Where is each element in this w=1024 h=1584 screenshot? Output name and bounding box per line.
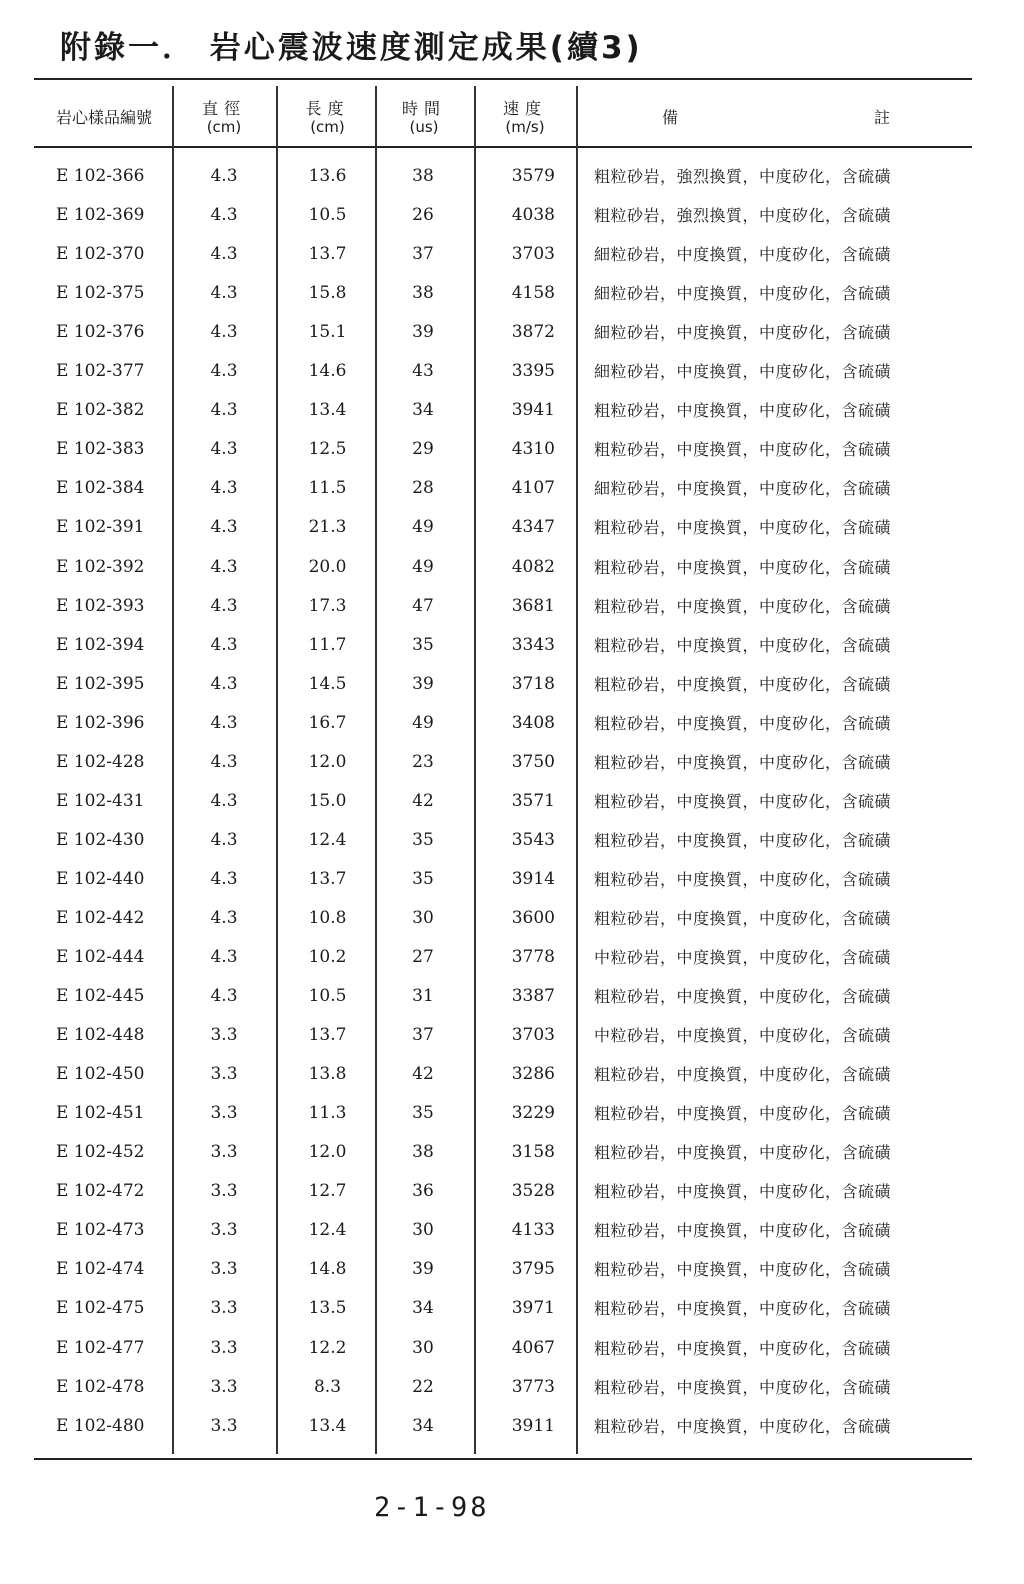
cell-time: 35 (412, 1103, 434, 1124)
header-diameter-label: 直徑 (201, 99, 246, 118)
table-row (0, 587, 1024, 626)
cell-diameter: 4.3 (210, 595, 238, 616)
cell-length: 13.4 (308, 1415, 347, 1436)
table-bottom-rule (34, 1458, 972, 1460)
table-row (0, 1368, 1024, 1407)
cell-remark: 粗粒砂岩，中度換質，中度矽化，含硫磺 (594, 557, 892, 577)
cell-length: 15.1 (308, 322, 347, 343)
cell-velocity: 3773 (511, 1376, 555, 1397)
cell-length: 13.6 (308, 166, 347, 186)
table-row (0, 938, 1024, 977)
cell-length: 13.4 (308, 400, 347, 421)
cell-remark: 粗粒砂岩，中度換質，中度矽化，含硫磺 (594, 791, 892, 811)
cell-length: 12.2 (308, 1337, 347, 1358)
cell-time: 38 (412, 166, 434, 186)
cell-remark: 粗粒砂岩，中度換質，中度矽化，含硫磺 (594, 1260, 892, 1280)
cell-length: 12.7 (308, 1181, 347, 1202)
cell-diameter: 3.3 (210, 1142, 238, 1163)
cell-time: 42 (412, 790, 434, 811)
cell-sample-id: E 102-377 (56, 361, 145, 382)
table-row (0, 899, 1024, 938)
cell-length: 8.3 (313, 1376, 342, 1397)
cell-sample-id: E 102-472 (56, 1181, 145, 1202)
cell-diameter: 4.3 (210, 361, 238, 382)
cell-remark: 粗粒砂岩，中度換質，中度矽化，含硫磺 (594, 987, 892, 1006)
cell-length: 12.0 (308, 1142, 347, 1163)
cell-velocity: 3911 (511, 1415, 555, 1436)
cell-length: 13.8 (308, 1064, 347, 1085)
cell-velocity: 4082 (511, 556, 555, 577)
table-top-rule (34, 78, 972, 80)
cell-diameter: 3.3 (210, 1220, 238, 1241)
header-length (280, 92, 375, 144)
cell-length: 12.5 (308, 439, 347, 460)
cell-time: 39 (412, 1259, 434, 1280)
cell-remark: 粗粒砂岩，中度換質，中度矽化，含硫磺 (594, 830, 892, 850)
cell-length: 11.3 (308, 1103, 347, 1124)
cell-velocity: 3286 (511, 1064, 555, 1085)
cell-remark: 粗粒砂岩，中度換質，中度矽化，含硫磺 (594, 1104, 892, 1124)
cell-velocity: 3571 (511, 790, 555, 811)
cell-sample-id: E 102-442 (56, 907, 145, 928)
table-row (0, 196, 1024, 235)
cell-diameter: 4.3 (210, 400, 238, 421)
cell-time: 30 (412, 907, 434, 928)
cell-diameter: 4.3 (210, 205, 238, 226)
cell-diameter: 4.3 (210, 517, 238, 538)
cell-sample-id: E 102-450 (56, 1064, 145, 1085)
cell-sample-id: E 102-474 (56, 1259, 145, 1280)
cell-velocity: 3528 (511, 1181, 555, 1202)
cell-velocity: 3229 (511, 1103, 555, 1124)
cell-velocity: 3408 (511, 712, 555, 733)
table-row (0, 313, 1024, 352)
cell-velocity: 3872 (511, 322, 555, 343)
cell-time: 30 (412, 1220, 434, 1241)
cell-velocity: 4158 (511, 283, 555, 304)
cell-sample-id: E 102-369 (56, 205, 145, 226)
header-velocity (476, 92, 574, 144)
cell-velocity: 3750 (511, 751, 555, 772)
cell-remark: 粗粒砂岩，中度換質，中度矽化，含硫磺 (594, 1338, 892, 1358)
cell-length: 21.3 (308, 517, 347, 538)
cell-length: 10.5 (308, 986, 347, 1006)
cell-sample-id: E 102-480 (56, 1415, 145, 1436)
cell-time: 35 (412, 868, 434, 889)
table-row (0, 704, 1024, 743)
cell-remark: 中粒砂岩，中度換質，中度矽化，含硫磺 (594, 1026, 892, 1046)
cell-diameter: 4.3 (210, 751, 238, 772)
cell-sample-id: E 102-383 (56, 439, 145, 460)
cell-diameter: 4.3 (210, 634, 238, 655)
header-velocity-unit: (m/s) (505, 118, 545, 136)
cell-sample-id: E 102-391 (56, 517, 145, 538)
cell-velocity: 3941 (511, 400, 555, 421)
cell-diameter: 3.3 (210, 1181, 238, 1202)
table-row (0, 1250, 1024, 1289)
cell-time: 22 (412, 1376, 434, 1397)
table-row (0, 430, 1024, 469)
cell-remark: 細粒砂岩，中度換質，中度矽化，含硫磺 (594, 284, 892, 304)
cell-diameter: 4.3 (210, 283, 238, 304)
header-length-label: 長度 (305, 99, 350, 118)
cell-sample-id: E 102-477 (56, 1337, 145, 1358)
cell-time: 28 (412, 478, 434, 499)
cell-remark: 粗粒砂岩，中度換質，中度矽化，含硫磺 (594, 713, 892, 733)
cell-diameter: 4.3 (210, 673, 238, 694)
cell-velocity: 3395 (511, 361, 555, 382)
cell-time: 30 (412, 1337, 434, 1358)
header-remark-left-label: 備 (661, 108, 678, 127)
cell-sample-id: E 102-440 (56, 868, 145, 889)
cell-time: 49 (412, 712, 434, 733)
header-time-unit: (us) (409, 118, 439, 136)
cell-sample-id: E 102-452 (56, 1142, 145, 1163)
cell-time: 34 (412, 1298, 434, 1319)
cell-remark: 細粒砂岩，中度換質，中度矽化，含硫磺 (594, 362, 892, 382)
cell-sample-id: E 102-478 (56, 1376, 145, 1397)
cell-length: 11.7 (308, 634, 347, 655)
table-row (0, 391, 1024, 430)
cell-length: 10.5 (308, 205, 347, 226)
cell-length: 14.5 (308, 673, 347, 694)
cell-time: 34 (412, 400, 434, 421)
table-row (0, 782, 1024, 821)
cell-remark: 粗粒砂岩，中度換質，中度矽化，含硫磺 (594, 440, 892, 460)
cell-length: 10.2 (308, 947, 347, 967)
cell-remark: 粗粒砂岩，中度換質，中度矽化，含硫磺 (594, 1299, 892, 1319)
cell-sample-id: E 102-375 (56, 283, 145, 304)
table-row (0, 235, 1024, 274)
cell-time: 43 (412, 361, 434, 382)
table-row (0, 1094, 1024, 1133)
cell-diameter: 3.3 (210, 1337, 238, 1358)
cell-sample-id: E 102-392 (56, 556, 145, 577)
cell-remark: 細粒砂岩，中度換質，中度矽化，含硫磺 (594, 245, 892, 265)
cell-velocity: 4133 (511, 1220, 555, 1241)
table-row (0, 548, 1024, 587)
cell-diameter: 4.3 (210, 166, 238, 186)
cell-time: 34 (412, 1415, 434, 1436)
cell-length: 16.7 (308, 712, 347, 733)
cell-time: 47 (412, 595, 434, 616)
cell-time: 37 (412, 1025, 434, 1046)
header-time (376, 92, 472, 144)
cell-time: 49 (412, 556, 434, 577)
cell-velocity: 3543 (511, 829, 555, 850)
cell-remark: 粗粒砂岩，中度換質，中度矽化，含硫磺 (594, 1065, 892, 1085)
table-row (0, 1133, 1024, 1172)
table-row (0, 1407, 1024, 1446)
cell-diameter: 3.3 (210, 1025, 238, 1046)
cell-remark: 粗粒砂岩，強烈換質，中度矽化，含硫磺 (594, 206, 892, 226)
table-row (0, 352, 1024, 391)
table-row (0, 626, 1024, 665)
table-row (0, 1329, 1024, 1368)
cell-diameter: 3.3 (210, 1064, 238, 1085)
cell-length: 12.4 (308, 1220, 347, 1241)
cell-time: 27 (412, 947, 434, 967)
cell-sample-id: E 102-384 (56, 478, 145, 499)
cell-time: 23 (412, 751, 434, 772)
cell-length: 14.8 (308, 1259, 347, 1280)
cell-length: 13.7 (308, 1025, 347, 1046)
cell-time: 35 (412, 634, 434, 655)
header-diameter-unit: (cm) (206, 118, 242, 136)
cell-sample-id: E 102-396 (56, 712, 145, 733)
cell-velocity: 3343 (511, 634, 555, 655)
cell-sample-id: E 102-366 (56, 166, 145, 186)
table-row (0, 977, 1024, 1016)
cell-velocity: 3914 (511, 868, 555, 889)
cell-remark: 粗粒砂岩，中度換質，中度矽化，含硫磺 (594, 1416, 892, 1436)
table-row (0, 508, 1024, 547)
cell-sample-id: E 102-445 (56, 986, 145, 1006)
header-remark-left (650, 92, 690, 144)
cell-time: 38 (412, 283, 434, 304)
cell-remark: 粗粒砂岩，中度換質，中度矽化，含硫磺 (594, 752, 892, 772)
cell-diameter: 3.3 (210, 1259, 238, 1280)
cell-sample-id: E 102-394 (56, 634, 145, 655)
cell-sample-id: E 102-376 (56, 322, 145, 343)
cell-diameter: 4.3 (210, 712, 238, 733)
cell-diameter: 4.3 (210, 947, 238, 967)
cell-remark: 細粒砂岩，中度換質，中度矽化，含硫磺 (594, 323, 892, 343)
cell-diameter: 3.3 (210, 1103, 238, 1124)
cell-velocity: 4038 (511, 205, 555, 226)
cell-length: 12.0 (308, 751, 347, 772)
table-row (0, 157, 1024, 196)
table-row (0, 1055, 1024, 1094)
cell-remark: 粗粒砂岩，中度換質，中度矽化，含硫磺 (594, 1221, 892, 1241)
cell-length: 14.6 (308, 361, 347, 382)
cell-length: 13.5 (308, 1298, 347, 1319)
cell-sample-id: E 102-451 (56, 1103, 145, 1124)
cell-velocity: 3387 (511, 986, 555, 1006)
cell-sample-id: E 102-370 (56, 244, 145, 265)
cell-velocity: 3703 (511, 1025, 555, 1046)
cell-time: 26 (412, 205, 434, 226)
cell-sample-id: E 102-428 (56, 751, 145, 772)
cell-velocity: 4347 (511, 517, 555, 538)
cell-diameter: 4.3 (210, 829, 238, 850)
header-diameter (176, 92, 272, 144)
cell-velocity: 3971 (511, 1298, 555, 1319)
table-row (0, 821, 1024, 860)
cell-velocity: 4310 (511, 439, 555, 460)
cell-time: 39 (412, 322, 434, 343)
cell-length: 15.0 (308, 790, 347, 811)
header-length-unit: (cm) (310, 118, 345, 136)
cell-remark: 中粒砂岩，中度換質，中度矽化，含硫磺 (594, 948, 892, 967)
cell-time: 38 (412, 1142, 434, 1163)
cell-diameter: 4.3 (210, 244, 238, 265)
cell-velocity: 3795 (511, 1259, 555, 1280)
cell-remark: 粗粒砂岩，中度換質，中度矽化，含硫磺 (594, 635, 892, 655)
cell-time: 42 (412, 1064, 434, 1085)
cell-time: 37 (412, 244, 434, 265)
page-number: 2-1-98 (374, 1492, 490, 1523)
cell-diameter: 4.3 (210, 790, 238, 811)
page-title: 附錄一． 岩心震波速度測定成果(續3) (60, 30, 643, 66)
cell-length: 13.7 (308, 244, 347, 265)
cell-sample-id: E 102-444 (56, 947, 145, 967)
cell-diameter: 4.3 (210, 322, 238, 343)
header-sample-id-label: 岩心樣品編號 (55, 108, 152, 127)
cell-remark: 粗粒砂岩，中度換質，中度矽化，含硫磺 (594, 908, 892, 928)
cell-time: 29 (412, 439, 434, 460)
cell-velocity: 3158 (511, 1142, 555, 1163)
cell-remark: 細粒砂岩，中度換質，中度矽化，含硫磺 (594, 479, 892, 499)
cell-velocity: 3718 (511, 673, 555, 694)
cell-length: 17.3 (308, 595, 347, 616)
cell-remark: 粗粒砂岩，中度換質，中度矽化，含硫磺 (594, 1182, 892, 1202)
table-row (0, 665, 1024, 704)
cell-time: 35 (412, 829, 434, 850)
cell-sample-id: E 102-448 (56, 1025, 145, 1046)
header-sample-id (36, 92, 172, 144)
table-row (0, 1211, 1024, 1250)
cell-sample-id: E 102-395 (56, 673, 145, 694)
cell-diameter: 3.3 (210, 1298, 238, 1319)
table-row (0, 743, 1024, 782)
cell-diameter: 4.3 (210, 556, 238, 577)
header-velocity-label: 速度 (502, 99, 547, 118)
cell-sample-id: E 102-393 (56, 595, 145, 616)
cell-velocity: 3600 (511, 907, 555, 928)
cell-velocity: 4067 (511, 1337, 555, 1358)
cell-sample-id: E 102-430 (56, 829, 145, 850)
cell-diameter: 4.3 (210, 986, 238, 1006)
cell-velocity: 3579 (511, 166, 555, 186)
cell-time: 31 (412, 986, 434, 1006)
cell-diameter: 4.3 (210, 868, 238, 889)
cell-time: 49 (412, 517, 434, 538)
cell-length: 10.8 (308, 907, 347, 928)
cell-time: 36 (412, 1181, 434, 1202)
cell-diameter: 3.3 (210, 1376, 238, 1397)
table-row (0, 469, 1024, 508)
header-time-label: 時間 (401, 99, 446, 118)
cell-sample-id: E 102-382 (56, 400, 145, 421)
cell-length: 15.8 (308, 283, 347, 304)
header-divider-rule (34, 146, 972, 148)
cell-remark: 粗粒砂岩，中度換質，中度矽化，含硫磺 (594, 1143, 892, 1163)
cell-velocity: 3778 (511, 947, 555, 967)
cell-diameter: 4.3 (210, 439, 238, 460)
cell-diameter: 3.3 (210, 1415, 238, 1436)
cell-time: 39 (412, 673, 434, 694)
cell-length: 12.4 (308, 829, 347, 850)
cell-remark: 粗粒砂岩，中度換質，中度矽化，含硫磺 (594, 674, 892, 694)
cell-remark: 粗粒砂岩，中度換質，中度矽化，含硫磺 (594, 518, 892, 538)
table-row (0, 860, 1024, 899)
cell-remark: 粗粒砂岩，中度換質，中度矽化，含硫磺 (594, 596, 892, 616)
cell-remark: 粗粒砂岩，中度換質，中度矽化，含硫磺 (594, 401, 892, 421)
cell-remark: 粗粒砂岩，強烈換質，中度矽化，含硫磺 (594, 167, 892, 186)
cell-velocity: 3681 (511, 595, 555, 616)
cell-sample-id: E 102-475 (56, 1298, 145, 1319)
cell-sample-id: E 102-431 (56, 790, 145, 811)
header-remark-right (862, 92, 902, 144)
cell-remark: 粗粒砂岩，中度換質，中度矽化，含硫磺 (594, 869, 892, 889)
cell-velocity: 4107 (511, 478, 555, 499)
table-row (0, 274, 1024, 313)
cell-diameter: 4.3 (210, 907, 238, 928)
cell-sample-id: E 102-473 (56, 1220, 145, 1241)
cell-velocity: 3703 (511, 244, 555, 265)
cell-length: 13.7 (308, 868, 347, 889)
cell-remark: 粗粒砂岩，中度換質，中度矽化，含硫磺 (594, 1377, 892, 1397)
header-remark-right-label: 註 (873, 108, 890, 127)
table-row (0, 1016, 1024, 1055)
cell-length: 11.5 (308, 478, 347, 499)
cell-length: 20.0 (308, 556, 347, 577)
table-row (0, 1172, 1024, 1211)
cell-diameter: 4.3 (210, 478, 238, 499)
table-row (0, 1289, 1024, 1328)
